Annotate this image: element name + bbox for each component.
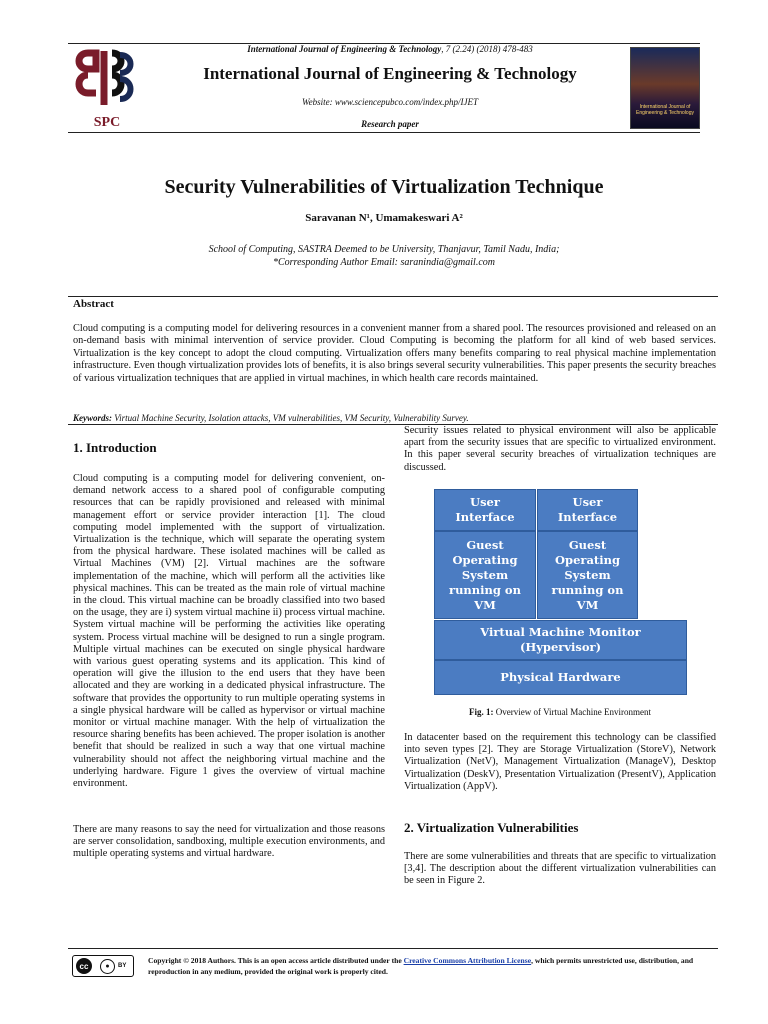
keywords bbox=[73, 413, 716, 424]
cc-icon: cc bbox=[76, 958, 92, 974]
copyright-pre: Copyright © 2018 Authors. This is an open access article distributed under the bbox=[148, 956, 404, 965]
right-paragraph-3: There are some vulnerabilities and threats that are specific to virtualization [3,4]. The description about the different virtualization vulnerabilities can be seen in Figure 2. bbox=[404, 851, 716, 887]
abstract-top-rule bbox=[68, 296, 718, 297]
cover-title: International Journal of Engineering & Technology bbox=[635, 104, 694, 116]
fig-physical-hardware: Physical Hardware bbox=[434, 660, 687, 695]
cc-license-badge[interactable] bbox=[72, 955, 134, 977]
right-paragraph-1: Security issues related to physical environment will also be applicable apart from the security issues that are specific to virtualized environment. In this paper several security breaches of virtualization techniques are discussed. bbox=[404, 425, 716, 473]
fig-virtual-machine-monitor: Virtual Machine Monitor (Hypervisor) bbox=[434, 620, 687, 660]
section-1-paragraph-1: Cloud computing is a computing model for delivering convenient, on-demand network access to a shared pool of configurable computing resources that can be rapidly provisioned and released with minimal management effort or service provider interaction [1]. The cloud computing model implemented with the support of virtualization. Virtualization is the technique, which will separate the operating system from the physical hardware. These isolated machines will be called as Virtual Machines (VM) [2]. Virtual machines are the software implementation of the machine, which will perform all the activities like physical machines. This can be treated as the main role of virtual machine in the cloud. This virtual machine can be broadly classified into two based on the usage, they are i) system virtual machine ii) process virtual machine. System virtual machine will be performing the activities like operating system. Process virtual machine will be designed to run a single program. Multiple virtual machines can be executed on single physical hardware with various guest operating systems and its application. This kind of operation will give the illusion to the end users that they have been allocated and they are working in a dedicated physical infrastructure. The software that provides the opportunity to run multiple operating systems in a single physical hardware will be called as hypervisor or virtual machine monitor or virtual machine manager. With the help of virtualization the resource sharing benefits has been achieved. The proper isolation is another benefit that should be realized in such a way that one virtual machine vulnerability should not affect the neighboring virtual machine and the underlying hardware. Figure 1 gives the overview of virtual machine environment. bbox=[73, 473, 385, 790]
figure-1-caption-label: Fig. 1: bbox=[469, 707, 494, 717]
figure-1-caption bbox=[404, 707, 716, 717]
publisher-logo bbox=[68, 45, 146, 131]
fig-user-interface-left: User Interface bbox=[434, 489, 536, 531]
section-2-heading: 2. Virtualization Vulnerabilities bbox=[404, 820, 579, 835]
header-bottom-rule bbox=[68, 132, 700, 133]
abstract-text: Cloud computing is a computing model for delivering resources in a convenient manner from a shared pool. The resources provisioned and released on an on-demand basis with minimal intervention of service provider. Cloud Computing is becoming the platform for all kind of web based services. Virtualization is the key concept to adopt the cloud computing. Virtualization offers many benefits comparing to real physical machine implementation infrastructure. Even though virtualization provides lots of benefits, it is also brings several security vulnerabilities. This paper presents the security breaches of various virtualization techniques that are applied in virtual machines, in which health care records maintained. bbox=[73, 323, 716, 384]
journal-title: International Journal of Engineering & Technology bbox=[203, 64, 577, 83]
fig-guest-os-left: Guest Operating System running on VM bbox=[434, 531, 536, 619]
paper-authors: Saravanan N¹, Umamakeswari A² bbox=[305, 212, 463, 224]
fig-guest-os-right: Guest Operating System running on VM bbox=[537, 531, 638, 619]
footer-rule bbox=[68, 948, 718, 949]
section-1-paragraph-2: There are many reasons to say the need for virtualization and those reasons are server consolidation, sandboxing, multiple execution environments, and multiple operating systems and virtual hardware. bbox=[73, 824, 385, 860]
section-1-heading: 1. Introduction bbox=[73, 440, 157, 455]
corresponding-author: *Corresponding Author Email: saranindia@gmail.com bbox=[273, 257, 495, 268]
keywords-label: Keywords: bbox=[73, 413, 112, 423]
copyright-notice bbox=[148, 955, 718, 977]
journal-website: Website: www.sciencepubco.com/index.php/IJET bbox=[302, 97, 478, 107]
person-icon: ● bbox=[100, 959, 115, 974]
by-label: BY bbox=[118, 963, 127, 969]
figure-1-vm-environment bbox=[434, 489, 687, 695]
copyright-post: , which permits unrestricted use, distribution, and reproduction in any medium, provided the original work is properly cited. bbox=[148, 956, 694, 976]
figure-1-caption-text: Overview of Virtual Machine Environment bbox=[493, 707, 651, 717]
keywords-text: Virtual Machine Security, Isolation attacks, VM vulnerabilities, VM Security, Vulnerability Survey. bbox=[112, 413, 469, 423]
right-paragraph-2: In datacenter based on the requirement this technology can be classified into seven types [2]. They are Storage Virtualization (StoreV), Network Virtualization (NetV), Management Virtualization (ManageV), Desktop Virtualization (DeskV), Presentation Virtualization (PresentV), Application Virtualization (AppV). bbox=[404, 732, 716, 792]
fig-user-interface-right: User Interface bbox=[537, 489, 638, 531]
affiliation-line: School of Computing, SASTRA Deemed to be University, Thanjavur, Tamil Nadu, India; bbox=[208, 244, 560, 255]
journal-cover-image bbox=[630, 47, 698, 127]
paper-title: Security Vulnerabilities of Virtualization Technique bbox=[164, 176, 604, 198]
affiliation bbox=[40, 243, 728, 269]
journal-citation: International Journal of Engineering & Technology, 7 (2.24) (2018) 478-483 bbox=[247, 44, 533, 54]
publisher-logo-text: SPC bbox=[93, 115, 121, 130]
paper-type: Research paper bbox=[361, 119, 419, 129]
abstract-heading: Abstract bbox=[73, 298, 114, 310]
cc-license-link[interactable]: Creative Commons Attribution License bbox=[403, 956, 532, 965]
